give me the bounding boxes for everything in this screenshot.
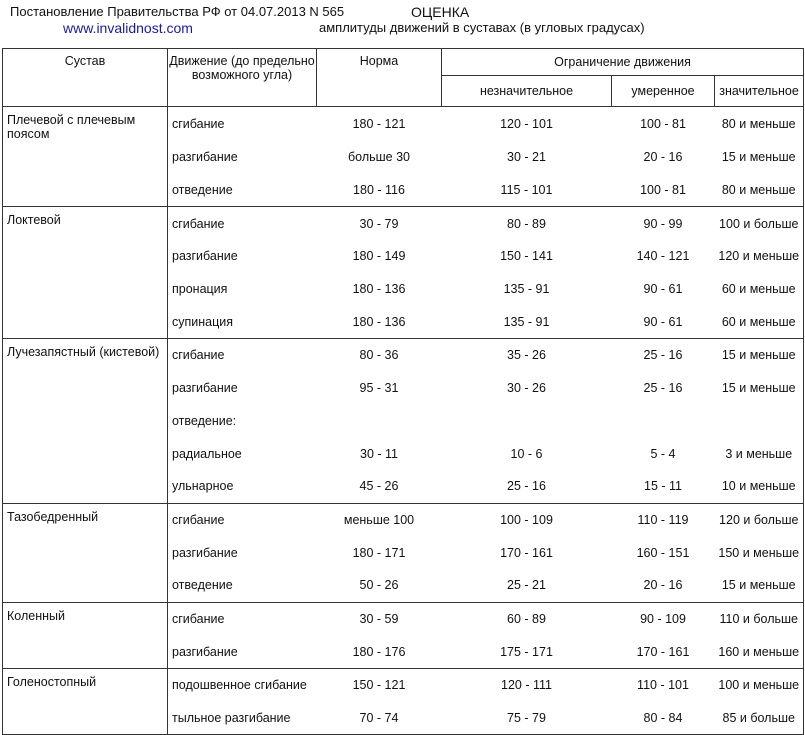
table-row [3,107,804,142]
norm-cell: 180 - 136 [352,314,406,329]
moderate-limit-cell: 25 - 16 [612,339,715,372]
joint-cell [3,372,168,405]
significant-limit-cell: 160 и меньше [715,635,804,668]
movement-cell: отведение [168,174,317,207]
joint-cell: Голеностопный [3,669,168,702]
significant-limit-cell: 15 и меньше [715,141,804,174]
minor-limit-cell: 175 - 171 [500,644,553,659]
norm-cell: 180 - 136 [352,282,406,297]
minor-limit-cell: 150 - 141 [500,249,553,264]
norm-cell: 180 - 149 [352,249,406,264]
table-row [3,273,804,306]
table-subtitle: амплитуды движений в суставах (в угловых градусах) [319,20,645,35]
joint-cell [3,702,168,735]
norm-cell: 30 - 11 [360,446,398,461]
moderate-limit-cell: 90 - 61 [643,282,683,297]
table-row [3,602,804,635]
movement-cell: ульнарное [168,470,317,503]
movement-cell: супинация [168,305,317,338]
moderate-limit-cell: 110 - 101 [612,669,715,702]
minor-limit-cell: 30 - 26 [507,381,546,396]
movement-cell: тыльное разгибание [168,702,317,735]
movement-cell: сгибание [168,503,317,536]
table-row [3,372,804,405]
table-row [3,240,804,273]
column-header-movement: Движение (до предельно возможного угла) [168,49,317,107]
moderate-limit-cell: 20 - 16 [643,578,683,593]
significant-limit-cell: 120 и меньше [715,240,804,273]
moderate-limit-cell: 25 - 16 [643,381,683,396]
norm-cell: больше 30 [348,150,410,165]
column-header-significant: значительное [715,76,804,107]
joint-cell: Коленный [3,602,168,635]
minor-limit-cell: 10 - 6 [510,446,543,461]
table-header [3,49,804,107]
moderate-limit-cell: 110 - 119 [612,503,715,536]
moderate-limit-cell [612,405,715,438]
movement-cell: подошвенное сгибание [168,669,317,702]
table-row [3,503,804,536]
column-header-joint: Сустав [3,49,168,107]
minor-limit-cell: 115 - 101 [500,183,553,198]
minor-limit-cell: 80 - 89 [442,207,612,240]
norm-cell: 180 - 116 [353,183,405,198]
significant-limit-cell: 10 и меньше [715,470,804,503]
movement-cell: сгибание [168,602,317,635]
movement-cell: отведение [168,569,317,602]
column-header-moderate: умеренное [612,76,715,107]
minor-limit-cell: 135 - 91 [503,314,550,329]
joint-amplitude-table [2,48,804,735]
significant-limit-cell: 3 и меньше [715,437,804,470]
norm-cell: 30 - 79 [317,207,442,240]
table-row [3,141,804,174]
moderate-limit-cell: 100 - 81 [612,107,715,142]
significant-limit-cell: 80 и меньше [715,107,804,142]
movement-cell: сгибание [168,207,317,240]
table-title: ОЦЕНКА [411,4,470,20]
table-row [3,207,804,240]
joint-cell: Тазобедренный [3,503,168,536]
norm-cell: 50 - 26 [359,578,399,593]
joint-cell [3,635,168,668]
minor-limit-cell: 35 - 26 [442,339,612,372]
significant-limit-cell: 100 и меньше [715,669,804,702]
minor-limit-cell: 120 - 111 [442,669,612,702]
norm-cell: 80 - 36 [317,339,442,372]
norm-cell [317,405,442,438]
table-row [3,174,804,207]
table-row [3,669,804,702]
joint-cell: Локтевой [3,207,168,240]
joint-cell [3,305,168,338]
movement-cell: сгибание [168,339,317,372]
website-link[interactable]: www.invalidnost.com [63,20,193,36]
joint-cell: Лучезапястный (кистевой) [3,339,168,372]
movement-cell: радиальное [168,437,317,470]
significant-limit-cell: 150 и меньше [715,536,804,569]
norm-cell: 70 - 74 [317,702,442,735]
minor-limit-cell: 30 - 21 [507,150,546,165]
moderate-limit-cell: 90 - 99 [612,207,715,240]
moderate-limit-cell: 140 - 121 [636,249,690,264]
significant-limit-cell: 100 и больше [715,207,804,240]
movement-cell: разгибание [168,372,317,405]
minor-limit-cell: 25 - 16 [507,479,546,494]
norm-cell: меньше 100 [317,503,442,536]
movement-cell: разгибание [168,536,317,569]
movement-cell: разгибание [168,635,317,668]
norm-cell: 180 - 176 [352,644,406,659]
movement-cell: разгибание [168,240,317,273]
table-row [3,305,804,338]
joint-cell [3,273,168,306]
norm-cell: 150 - 121 [317,669,442,702]
table-row [3,569,804,602]
moderate-limit-cell: 170 - 161 [636,644,690,659]
significant-limit-cell: 80 и меньше [715,174,804,207]
joint-cell [3,174,168,207]
norm-cell: 30 - 59 [317,602,442,635]
significant-limit-cell: 15 и меньше [715,339,804,372]
movement-cell: сгибание [168,107,317,142]
norm-cell: 95 - 31 [359,381,399,396]
column-header-minor: незначительное [442,76,612,107]
norm-cell: 45 - 26 [359,479,399,494]
joint-cell [3,437,168,470]
significant-limit-cell: 15 и меньше [715,569,804,602]
significant-limit-cell [715,405,804,438]
document-header [0,0,805,48]
joint-cell [3,240,168,273]
movement-cell: разгибание [168,141,317,174]
minor-limit-cell: 120 - 101 [442,107,612,142]
moderate-limit-cell: 90 - 61 [643,314,683,329]
movement-cell: отведение: [168,405,317,438]
table-row [3,536,804,569]
moderate-limit-cell: 15 - 11 [644,479,682,494]
minor-limit-cell: 25 - 21 [507,578,546,593]
minor-limit-cell [442,405,612,438]
moderate-limit-cell: 100 - 81 [640,183,686,198]
norm-cell: 180 - 171 [352,545,406,560]
document-reference: Постановление Правительства РФ от 04.07.2013 N 565 [10,4,345,19]
minor-limit-cell: 60 - 89 [442,602,612,635]
column-group-limitation: Ограничение движения [442,49,804,76]
table-row [3,702,804,735]
table-row [3,635,804,668]
minor-limit-cell: 75 - 79 [442,702,612,735]
table-row [3,437,804,470]
significant-limit-cell: 85 и больше [715,702,804,735]
joint-cell [3,536,168,569]
significant-limit-cell: 120 и больше [715,503,804,536]
minor-limit-cell: 170 - 161 [500,545,553,560]
significant-limit-cell: 60 и меньше [715,273,804,306]
joint-cell [3,141,168,174]
column-header-norm: Норма [317,49,442,107]
table-row [3,339,804,372]
table-row [3,470,804,503]
significant-limit-cell: 15 и меньше [715,372,804,405]
joint-cell [3,569,168,602]
significant-limit-cell: 110 и больше [715,602,804,635]
moderate-limit-cell: 80 - 84 [612,702,715,735]
moderate-limit-cell: 160 - 151 [636,545,690,560]
moderate-limit-cell: 90 - 109 [612,602,715,635]
joint-cell [3,405,168,438]
joint-cell: Плечевой с плечевым поясом [3,107,168,142]
table-row [3,405,804,438]
minor-limit-cell: 100 - 109 [442,503,612,536]
moderate-limit-cell: 5 - 4 [650,446,676,461]
significant-limit-cell: 60 и меньше [715,305,804,338]
minor-limit-cell: 135 - 91 [503,282,550,297]
movement-cell: пронация [168,273,317,306]
joint-cell [3,470,168,503]
table-body [3,107,804,735]
norm-cell: 180 - 121 [317,107,442,142]
moderate-limit-cell: 20 - 16 [643,150,683,165]
